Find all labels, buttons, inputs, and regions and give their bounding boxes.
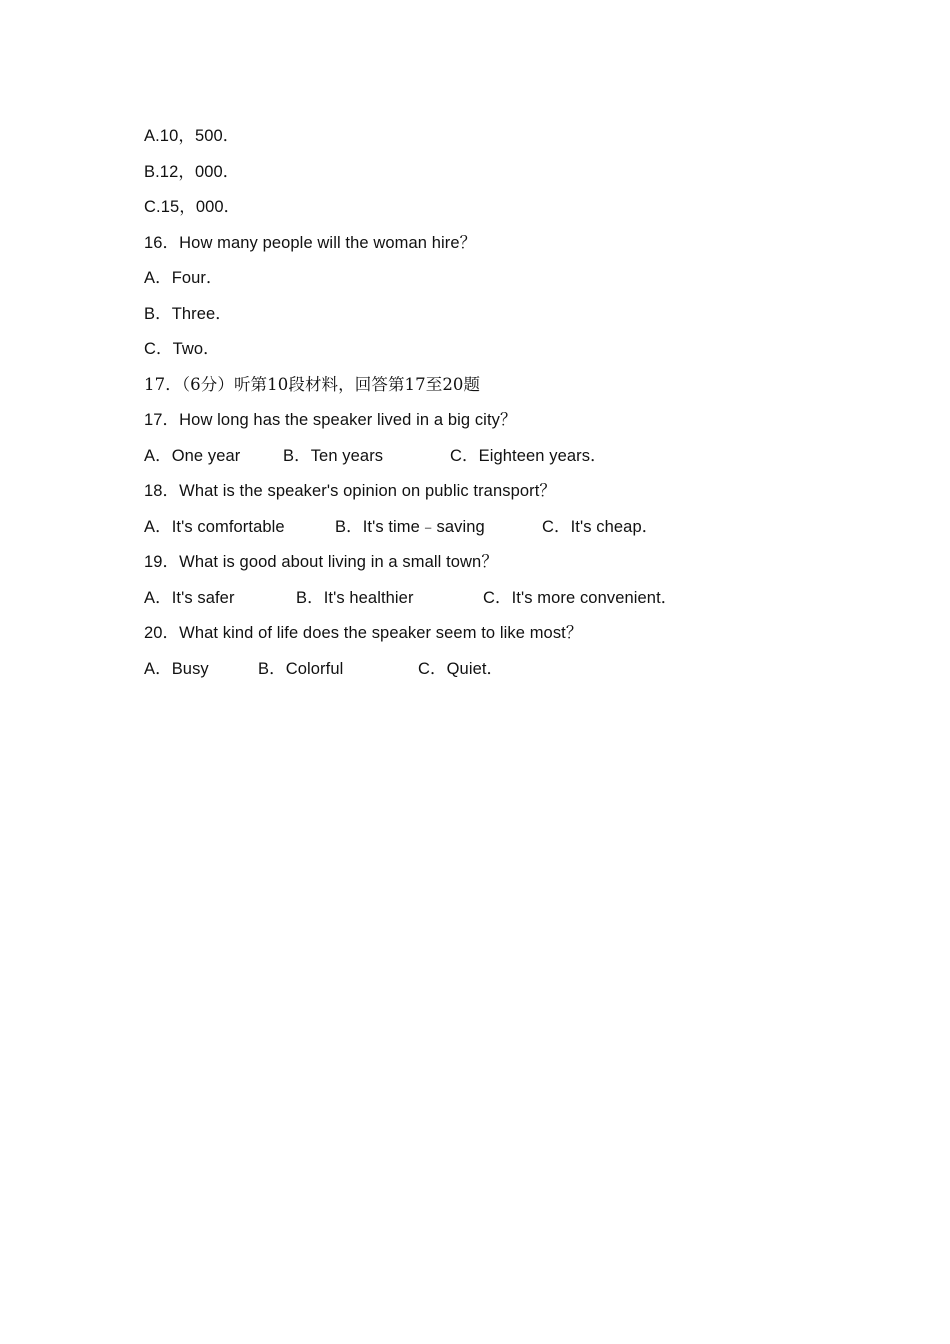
q15-option-a: A.10，500．	[144, 127, 240, 145]
q19-option-a: A．It's safer	[144, 588, 235, 607]
q16-option-b: B．Three．	[144, 304, 232, 323]
q15-option-c: C.15，000．	[144, 198, 241, 216]
q18-option-a: A．It's comfortable	[144, 517, 285, 536]
q18-option-b: B．It's time﹣saving	[335, 517, 485, 536]
question-list	[144, 123, 844, 691]
q17-option-a: A．One year	[144, 446, 241, 465]
q15-option-b: B.12，000．	[144, 162, 240, 181]
q16-question: 16．How many people will the woman hire？	[144, 233, 477, 252]
q18-option-c: C．It's cheap．	[542, 517, 659, 536]
q17-option-c: C．Eighteen years．	[450, 446, 607, 465]
q17-question: 17．How long has the speaker lived in a big city？	[144, 411, 517, 429]
q16-option-a: A．Four．	[144, 269, 223, 287]
q17-option-b: B．Ten years	[283, 446, 384, 465]
q19-option-c: C．It's more convenient．	[483, 588, 678, 607]
q17-options	[144, 443, 844, 479]
q20-question: 20．What kind of life does the speaker seem to like most？	[144, 624, 583, 642]
q20-option-c: C．Quiet．	[418, 659, 504, 678]
q19-question: 19．What is good about living in a small town？	[144, 553, 498, 571]
q16-option-c: C．Two．	[144, 340, 220, 358]
q19-option-b: B．It's healthier	[296, 588, 414, 607]
section-header: 17．（6分）听第10段材料，回答第17至20题	[144, 374, 481, 394]
q18-options	[144, 514, 844, 550]
q20-option-b: B．Colorful	[258, 659, 344, 678]
q19-options	[144, 585, 844, 621]
q20-option-a: A．Busy	[144, 659, 209, 678]
q18-question: 18．What is the speaker's opinion on public transport？	[144, 482, 556, 500]
q20-options	[144, 656, 844, 692]
